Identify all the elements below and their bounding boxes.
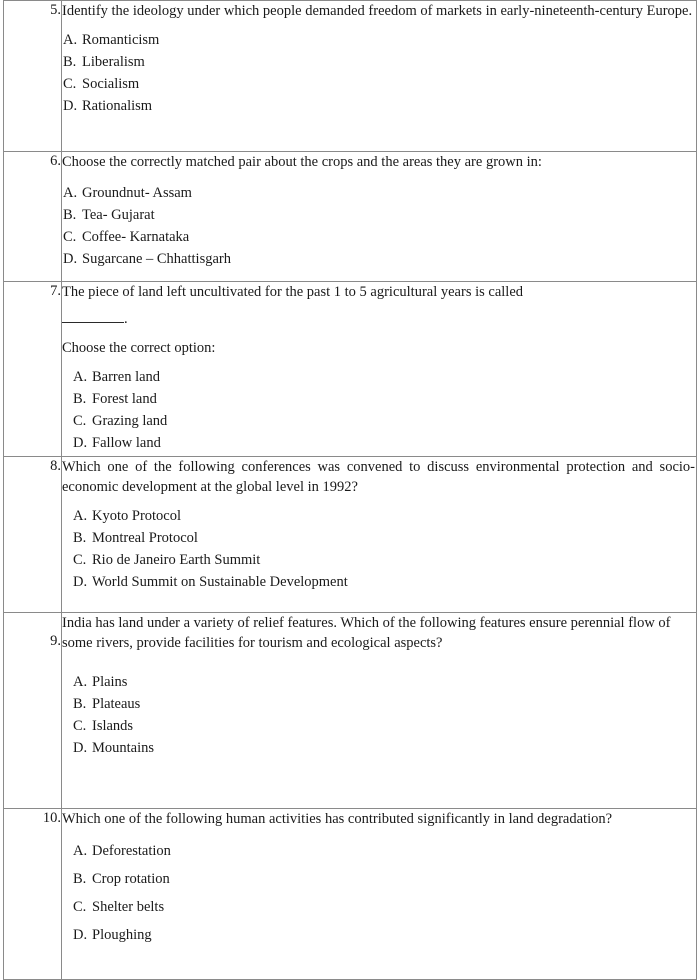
question-text: Which one of the following human activities has contributed significantly in land degradation? (62, 811, 613, 827)
question-number-cell (4, 457, 62, 613)
list-item[interactable] (62, 893, 696, 921)
option-text: Rio de Janeiro Earth Summit (92, 552, 261, 568)
option-text: Romanticism (82, 32, 160, 48)
list-item[interactable] (62, 921, 696, 949)
option-letter: D. (73, 740, 88, 756)
option-text: Grazing land (92, 413, 168, 429)
question-number: 6. (50, 153, 61, 169)
questions-table (3, 0, 697, 980)
question-number: 9. (50, 633, 61, 649)
option-letter: D. (73, 927, 88, 943)
option-text: Fallow land (92, 435, 161, 451)
option-letter: B. (73, 696, 87, 712)
table-row (4, 809, 697, 980)
option-text: Deforestation (92, 843, 171, 859)
option-text: Rationalism (82, 98, 153, 114)
list-item[interactable] (62, 366, 696, 388)
option-text: Coffee- Karnataka (82, 229, 190, 245)
question-number: 8. (50, 458, 61, 474)
question-number: 7. (50, 283, 61, 299)
options-list (62, 182, 696, 270)
list-item[interactable] (62, 51, 696, 73)
option-letter: A. (73, 674, 88, 690)
question-text: India has land under a variety of relief features. Which of the following features ensure perennial flow of some rivers, provide facilities for tourism and ecological aspects? (62, 615, 671, 651)
question-text: Identify the ideology under which people demanded freedom of markets in early-nineteenth-century Europe. (62, 3, 693, 19)
question-text: The piece of land left uncultivated for the past 1 to 5 agricultural years is called (62, 284, 524, 300)
question-number-cell (4, 282, 62, 457)
options-list (62, 366, 696, 454)
option-text: Barren land (92, 369, 161, 385)
question-body-cell (62, 1, 697, 152)
option-letter: D. (73, 574, 88, 590)
option-letter: A. (73, 843, 88, 859)
list-item[interactable] (62, 204, 696, 226)
question-text: Which one of the following conferences was convened to discuss environmental protection and socio-economic development at the global level in 1992? (62, 459, 695, 495)
list-item[interactable] (62, 248, 696, 270)
question-text: Choose the correctly matched pair about the crops and the areas they are grown in: (62, 154, 542, 170)
option-letter: A. (63, 32, 78, 48)
table-row (4, 613, 697, 809)
question-body-cell (62, 152, 697, 282)
option-letter: A. (73, 508, 88, 524)
table-row (4, 1, 697, 152)
question-body-cell (62, 809, 697, 980)
options-list (62, 671, 696, 759)
question-number-cell (4, 1, 62, 152)
question-number-cell (4, 613, 62, 809)
list-item[interactable] (62, 410, 696, 432)
option-text: Groundnut- Assam (82, 185, 192, 201)
option-letter: D. (73, 435, 88, 451)
list-item[interactable] (62, 571, 696, 593)
option-letter: C. (73, 899, 87, 915)
list-item[interactable] (62, 527, 696, 549)
option-text: Sugarcane – Chhattisgarh (82, 251, 231, 267)
option-text: Montreal Protocol (92, 530, 198, 546)
option-text: Mountains (92, 740, 155, 756)
option-text: Forest land (92, 391, 157, 407)
list-item[interactable] (62, 182, 696, 204)
option-text: Shelter belts (92, 899, 165, 915)
list-item[interactable] (62, 388, 696, 410)
option-text: Islands (92, 718, 134, 734)
option-letter: C. (63, 229, 77, 245)
list-item[interactable] (62, 671, 696, 693)
option-letter: B. (73, 530, 87, 546)
list-item[interactable] (62, 549, 696, 571)
option-letter: C. (73, 413, 87, 429)
option-letter: C. (73, 552, 87, 568)
option-text: Liberalism (82, 54, 145, 70)
list-item[interactable] (62, 693, 696, 715)
option-letter: D. (63, 98, 78, 114)
option-text: Plateaus (92, 696, 141, 712)
question-body-cell (62, 457, 697, 613)
option-letter: D. (63, 251, 78, 267)
option-text: Crop rotation (92, 871, 170, 887)
question-body-cell (62, 282, 697, 457)
list-item[interactable] (62, 432, 696, 454)
table-row (4, 152, 697, 282)
option-text: Ploughing (92, 927, 152, 943)
options-list (62, 29, 696, 117)
question-subprompt: Choose the correct option: (62, 340, 216, 356)
option-letter: A. (63, 185, 78, 201)
option-letter: C. (73, 718, 87, 734)
fill-in-blank (62, 309, 696, 329)
list-item[interactable] (62, 73, 696, 95)
question-body-cell (62, 613, 697, 809)
list-item[interactable] (62, 865, 696, 893)
option-letter: B. (63, 54, 77, 70)
list-item[interactable] (62, 837, 696, 865)
option-text: Kyoto Protocol (92, 508, 182, 524)
question-number: 5. (50, 2, 61, 18)
list-item[interactable] (62, 715, 696, 737)
options-list (62, 837, 696, 949)
option-letter: C. (63, 76, 77, 92)
option-letter: B. (63, 207, 77, 223)
option-letter: B. (73, 391, 87, 407)
list-item[interactable] (62, 95, 696, 117)
option-letter: A. (73, 369, 88, 385)
options-list (62, 505, 696, 593)
list-item[interactable] (62, 29, 696, 51)
option-letter: B. (73, 871, 87, 887)
list-item[interactable] (62, 226, 696, 248)
list-item[interactable] (62, 737, 696, 759)
blank-rule (62, 311, 124, 323)
option-text: World Summit on Sustainable Development (92, 574, 348, 590)
option-text: Plains (92, 674, 128, 690)
table-row (4, 457, 697, 613)
option-text: Socialism (82, 76, 140, 92)
question-number-cell (4, 809, 62, 980)
option-text: Tea- Gujarat (82, 207, 155, 223)
blank-suffix: . (124, 311, 128, 327)
question-number: 10. (42, 810, 61, 826)
table-row (4, 282, 697, 457)
question-number-cell (4, 152, 62, 282)
list-item[interactable] (62, 505, 696, 527)
